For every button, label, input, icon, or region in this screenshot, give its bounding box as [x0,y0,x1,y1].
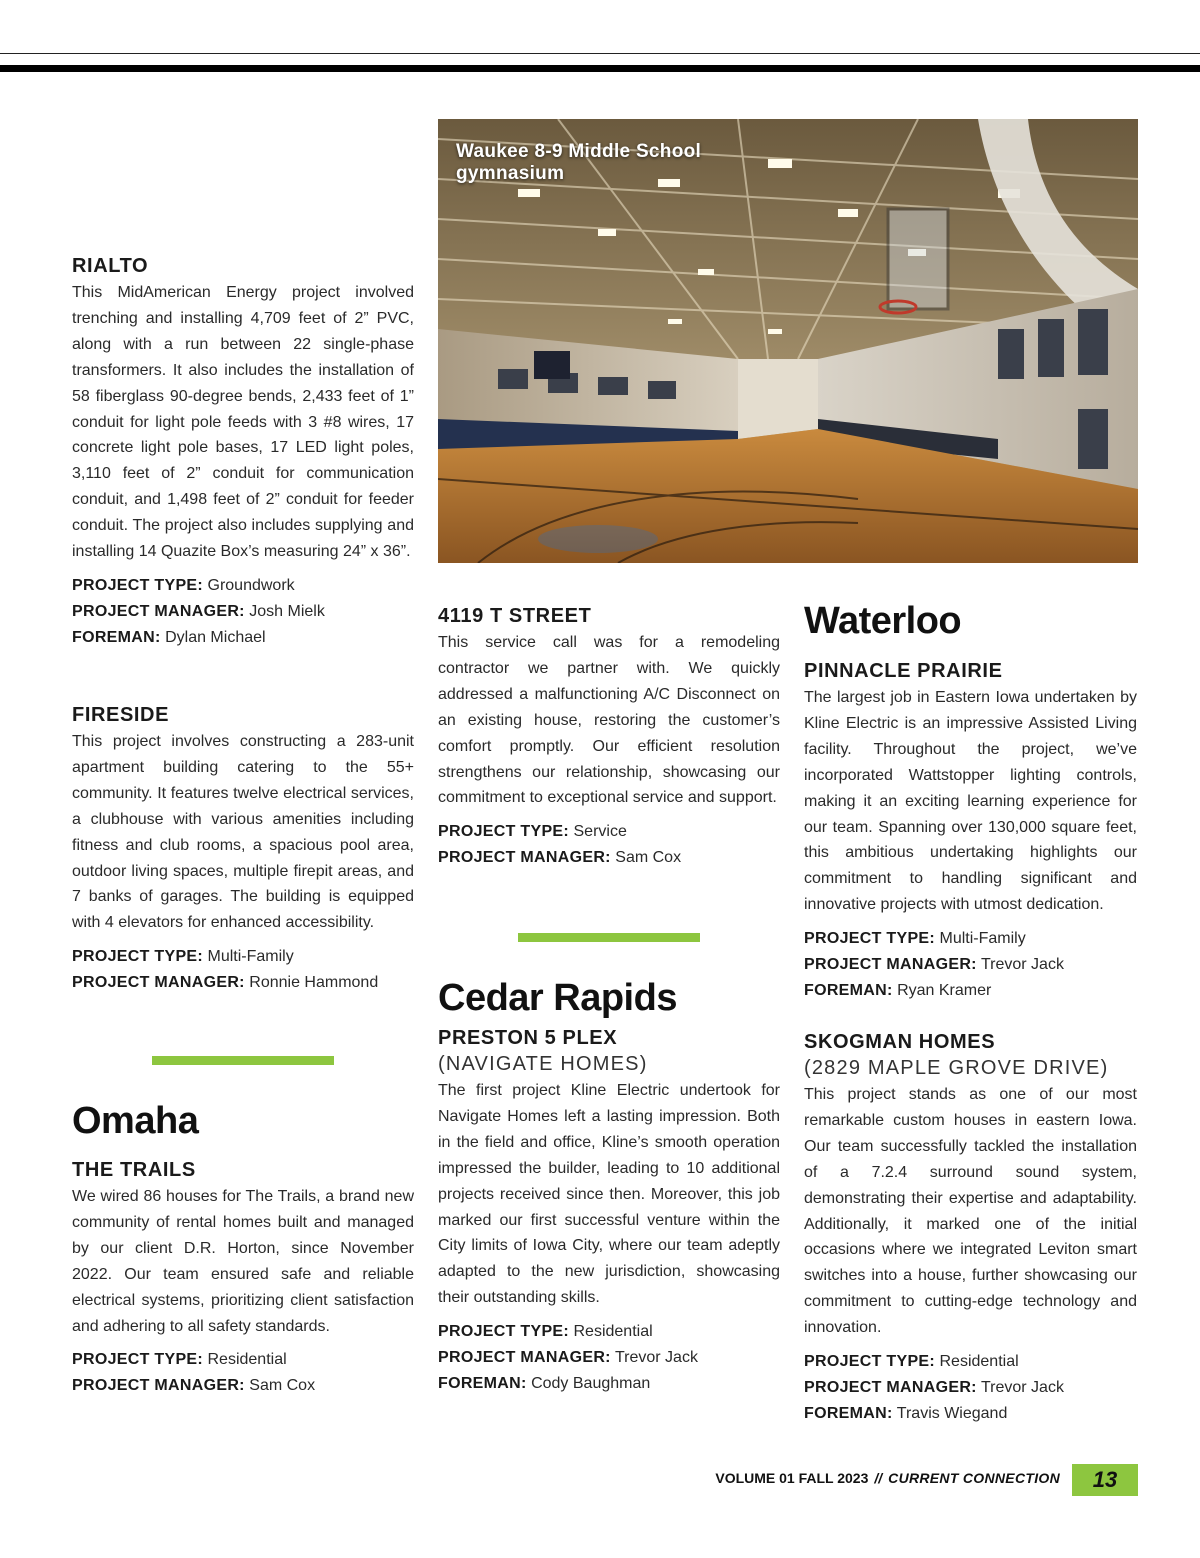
meta-row [438,1371,780,1397]
meta-label: PROJECT TYPE: [804,930,936,948]
rialto-heading: RIALTO [72,255,149,277]
meta-row [72,599,414,625]
meta-value: Service [573,823,627,841]
meta-label: PROJECT MANAGER: [72,974,245,992]
tstreet-section [438,603,780,871]
fireside-body: This project involves constructing a 283-unit apartment building catering to the 55+ community. It features twelve electrical services, a clubhouse with various amenities including fitness and club rooms, a spacious pool area, outdoor living spaces, multiple firepit areas, and 7 banks of garages. The building is equipped with 4 elevators for enhanced accessibility. [72,733,414,932]
meta-row [804,952,1137,978]
meta-label: PROJECT MANAGER: [804,1379,977,1397]
trails-body: We wired 86 houses for The Trails, a brand new community of rental homes built and managed by our client D.R. Horton, since November 2022. Our team ensured safe and reliable electrical systems, prioritizing client satisfaction and adhering to all safety standards. [72,1188,414,1335]
footer-text [715,1470,1060,1486]
meta-value: Multi-Family [207,948,294,966]
fireside-heading: FIRESIDE [72,704,170,726]
meta-label: PROJECT TYPE: [438,823,570,841]
meta-label: PROJECT TYPE: [72,1351,204,1369]
meta-value: Cody Baughman [531,1375,651,1393]
meta-row [804,926,1137,952]
top-rule-thin [0,53,1200,54]
meta-label: FOREMAN: [438,1375,527,1393]
meta-value: Trevor Jack [980,1379,1064,1397]
meta-value: Trevor Jack [614,1349,698,1367]
skogman-heading: SKOGMAN HOMES [804,1031,996,1053]
meta-label: PROJECT MANAGER: [438,849,611,867]
meta-value: Trevor Jack [980,956,1064,974]
meta-value: Residential [939,1353,1019,1371]
meta-value: Ryan Kramer [897,982,992,1000]
page-number: 13 [1072,1464,1138,1496]
meta-value: Residential [207,1351,287,1369]
fireside-meta [72,944,414,996]
meta-row [72,944,414,970]
meta-row [72,970,414,996]
pinnacle-body: The largest job in Eastern Iowa undertaken by Kline Electric is an impressive Assisted Living facility. Throughout the project, we’ve incorporated Wattstopper lighting controls, making it an exciting learning experience for our team. Spanning over 130,000 square feet, this ambitious undertaking highlights our commitment to handling significant and innovative projects with utmost dedication. [804,689,1137,914]
divider-bar [518,933,700,942]
fireside-section [72,702,414,996]
meta-row [438,1345,780,1371]
meta-label: FOREMAN: [804,982,893,1000]
preston-meta [438,1319,780,1397]
meta-row [804,1375,1137,1401]
preston-heading: PRESTON 5 PLEX [438,1027,618,1049]
meta-value: Sam Cox [615,849,682,867]
gymnasium-illustration [438,119,1138,563]
meta-label: PROJECT TYPE: [804,1353,936,1371]
meta-value: Dylan Michael [165,628,266,646]
meta-value: Travis Wiegand [896,1405,1008,1423]
meta-row [438,819,780,845]
skogman-subheading: (2829 MAPLE GROVE DRIVE) [804,1057,1109,1079]
preston-subheading: (NAVIGATE HOMES) [438,1053,648,1075]
meta-value: Sam Cox [249,1377,316,1395]
meta-row [438,1319,780,1345]
pinnacle-meta [804,926,1137,1004]
meta-label: PROJECT MANAGER: [72,602,245,620]
meta-value: Multi-Family [939,930,1026,948]
meta-row [804,978,1137,1004]
meta-label: PROJECT TYPE: [438,1323,570,1341]
meta-label: PROJECT MANAGER: [804,956,977,974]
meta-value: Groundwork [207,576,295,594]
skogman-body: This project stands as one of our most remarkable custom houses in eastern Iowa. Our team successfully tackled the installation of a 7.2.4 surround sound system, demonstrating their expertise and adaptability. Additionally, it marked one of the initial occasions where we integrated Leviton smart switches into a house, further showcasing our commitment to cutting-edge technology and innovation. [804,1086,1137,1337]
meta-row [72,573,414,599]
omaha-section [72,1099,414,1399]
meta-label: FOREMAN: [804,1405,893,1423]
gymnasium-photo [438,119,1138,563]
footer-separator: // [874,1470,883,1486]
meta-label: FOREMAN: [72,628,161,646]
meta-label: PROJECT MANAGER: [72,1377,245,1395]
footer-brand: CURRENT CONNECTION [888,1470,1060,1486]
rialto-section [72,253,414,651]
skogman-section [804,1029,1137,1427]
footer-volume: VOLUME 01 FALL 2023 [715,1470,869,1486]
meta-label: PROJECT MANAGER: [438,1349,611,1367]
meta-row [804,1349,1137,1375]
meta-row [804,1401,1137,1427]
waterloo-section [804,599,1137,1004]
rialto-body: This MidAmerican Energy project involved trenching and installing 4,709 feet of 2” PVC, along with a run between 22 single-phase transformers. It also includes the installation of 58 fiberglass 90-degree bends, 2,433 feet of 1” conduit for light pole feeds with 3 #8 wires, 17 concrete light pole bases, 17 LED light poles, 3,110 feet of 2” conduit for communication conduit, and 1,498 feet of 2” conduit for feeder conduit. The project also includes supplying and installing 14 Quazite Box’s measuring 24” x 36”. [72,284,414,561]
meta-row [438,845,780,871]
meta-row [72,1347,414,1373]
tstreet-heading: 4119 T STREET [438,605,592,627]
cedar-city-heading: Cedar Rapids [438,977,677,1019]
preston-body: The first project Kline Electric undertook for Navigate Homes left a lasting impression. Both in the field and office, Kline’s smooth operation impressed the builder, leading to 10 additional projects received since then. Moreover, this job marked our first successful venture within the City limits of Iowa City, where our team adeptly adapted to the new jurisdiction, showcasing their outstanding skills. [438,1082,780,1307]
divider-bar [152,1056,334,1065]
cedar-section [438,976,780,1397]
meta-value: Ronnie Hammond [249,974,379,992]
meta-label: PROJECT TYPE: [72,948,204,966]
tstreet-meta [438,819,780,871]
photo-caption: Waukee 8-9 Middle School gymnasium [456,141,702,184]
top-rule-thick [0,65,1200,72]
skogman-meta [804,1349,1137,1427]
trails-meta [72,1347,414,1399]
page-footer [600,1464,1138,1496]
trails-heading: THE TRAILS [72,1159,196,1181]
rialto-meta [72,573,414,651]
meta-value: Josh Mielk [249,602,325,620]
omaha-city-heading: Omaha [72,1100,199,1142]
waterloo-city-heading: Waterloo [804,600,962,642]
tstreet-body: This service call was for a remodeling contractor we partner with. We quickly addressed a malfunctioning A/C Disconnect on an existing house, restoring the customer’s comfort promptly. Our efficient resolution strengthens our relationship, showcasing our commitment to exceptional service and support. [438,634,780,807]
meta-label: PROJECT TYPE: [72,576,204,594]
meta-row [72,1373,414,1399]
meta-value: Residential [573,1323,653,1341]
pinnacle-heading: PINNACLE PRAIRIE [804,660,1003,682]
meta-row [72,625,414,651]
